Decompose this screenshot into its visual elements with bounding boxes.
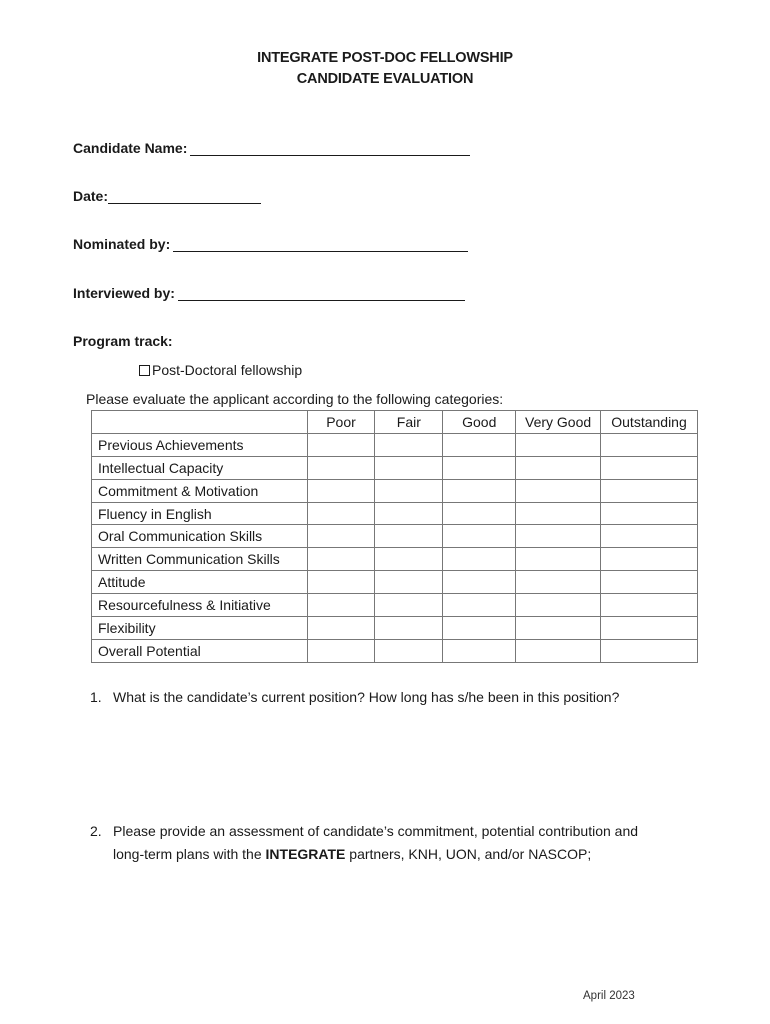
question-bold-term: INTEGRATE: [265, 846, 346, 862]
rating-cell[interactable]: [443, 594, 516, 617]
rating-cell[interactable]: [443, 525, 516, 548]
rating-cell[interactable]: [601, 617, 698, 640]
document-title: [0, 48, 770, 90]
interviewed-by-line[interactable]: [178, 288, 465, 301]
rating-cell[interactable]: [516, 479, 601, 502]
program-track-label: Program track:: [73, 333, 173, 349]
footer-date: April 2023: [583, 990, 635, 1002]
interviewed-by-field: [73, 285, 465, 301]
criterion-label: Flexibility: [92, 617, 308, 640]
criterion-label: Fluency in English: [92, 502, 308, 525]
rating-cell[interactable]: [443, 502, 516, 525]
rating-cell[interactable]: [601, 525, 698, 548]
question-text: [113, 820, 673, 866]
rating-cell[interactable]: [443, 433, 516, 456]
table-row: [92, 502, 698, 525]
rating-cell[interactable]: [307, 433, 375, 456]
table-row: [92, 433, 698, 456]
table-row: [92, 594, 698, 617]
rating-cell[interactable]: [516, 639, 601, 662]
candidate-name-line[interactable]: [190, 143, 470, 156]
rating-cell[interactable]: [601, 456, 698, 479]
rating-cell[interactable]: [307, 548, 375, 571]
column-header-outstanding: Outstanding: [601, 411, 698, 434]
program-track-field: [73, 333, 173, 349]
rating-cell[interactable]: [443, 639, 516, 662]
table-row: [92, 479, 698, 502]
rating-cell[interactable]: [443, 479, 516, 502]
criterion-label: Previous Achievements: [92, 433, 308, 456]
table-row: [92, 548, 698, 571]
question-number: 2.: [90, 823, 102, 839]
nominated-by-line[interactable]: [173, 239, 468, 252]
criterion-label: Attitude: [92, 571, 308, 594]
rating-cell[interactable]: [601, 479, 698, 502]
rating-cell[interactable]: [601, 433, 698, 456]
question-number: 1.: [90, 689, 102, 705]
table-row: [92, 456, 698, 479]
rating-cell[interactable]: [601, 502, 698, 525]
post-doctoral-label: Post-Doctoral fellowship: [152, 362, 303, 378]
rating-cell[interactable]: [516, 571, 601, 594]
nominated-by-field: [73, 236, 468, 252]
rating-cell[interactable]: [516, 433, 601, 456]
rating-cell[interactable]: [307, 525, 375, 548]
rating-cell[interactable]: [516, 525, 601, 548]
rating-cell[interactable]: [375, 479, 443, 502]
rating-cell[interactable]: [443, 548, 516, 571]
criterion-label: Commitment & Motivation: [92, 479, 308, 502]
table-row: [92, 639, 698, 662]
interviewed-by-label: Interviewed by:: [73, 285, 175, 301]
rating-cell[interactable]: [375, 571, 443, 594]
post-doctoral-checkbox[interactable]: [139, 365, 150, 376]
question-2: [90, 820, 673, 866]
candidate-name-field: [73, 140, 470, 156]
table-row: [92, 571, 698, 594]
rating-cell[interactable]: [375, 456, 443, 479]
evaluation-table: [91, 410, 698, 663]
table-header-row: [92, 411, 698, 434]
column-header-fair: Fair: [375, 411, 443, 434]
date-field: [73, 188, 261, 204]
rating-cell[interactable]: [307, 617, 375, 640]
table-row: [92, 617, 698, 640]
rating-cell[interactable]: [516, 456, 601, 479]
criterion-label: Overall Potential: [92, 639, 308, 662]
candidate-name-label: Candidate Name:: [73, 140, 188, 156]
rating-cell[interactable]: [375, 502, 443, 525]
rating-cell[interactable]: [443, 617, 516, 640]
question-1: [90, 686, 673, 709]
rating-cell[interactable]: [307, 456, 375, 479]
rating-cell[interactable]: [516, 502, 601, 525]
rating-cell[interactable]: [375, 639, 443, 662]
rating-cell[interactable]: [307, 479, 375, 502]
rating-cell[interactable]: [307, 502, 375, 525]
rating-cell[interactable]: [516, 548, 601, 571]
rating-cell[interactable]: [601, 548, 698, 571]
rating-cell[interactable]: [375, 617, 443, 640]
criterion-label: Resourcefulness & Initiative: [92, 594, 308, 617]
criterion-label: Oral Communication Skills: [92, 525, 308, 548]
rating-cell[interactable]: [375, 548, 443, 571]
rating-cell[interactable]: [516, 594, 601, 617]
criterion-label: Written Communication Skills: [92, 548, 308, 571]
criterion-label: Intellectual Capacity: [92, 456, 308, 479]
rating-cell[interactable]: [375, 525, 443, 548]
question-text: What is the candidate’s current position? How long has s/he been in this position?: [113, 689, 620, 705]
rating-cell[interactable]: [601, 594, 698, 617]
column-header-good: Good: [443, 411, 516, 434]
question-text-part: Please provide an assessment of candidate’s commitment, potential contribution and long-term plans with the: [113, 823, 639, 862]
rating-cell[interactable]: [443, 456, 516, 479]
date-line[interactable]: [108, 191, 261, 204]
rating-cell[interactable]: [375, 594, 443, 617]
evaluation-instruction: Please evaluate the applicant according to the following categories:: [86, 391, 504, 407]
table-row: [92, 525, 698, 548]
rating-cell[interactable]: [443, 571, 516, 594]
rating-cell[interactable]: [307, 571, 375, 594]
question-text-part: partners, KNH, UON, and/or NASCOP;: [345, 846, 592, 862]
rating-cell[interactable]: [601, 639, 698, 662]
criteria-header: [92, 411, 308, 434]
title-line-2: CANDIDATE EVALUATION: [296, 71, 474, 87]
rating-cell[interactable]: [375, 433, 443, 456]
column-header-very-good: Very Good: [516, 411, 601, 434]
rating-cell[interactable]: [601, 571, 698, 594]
rating-cell[interactable]: [307, 594, 375, 617]
post-doctoral-option[interactable]: [139, 362, 302, 378]
rating-cell[interactable]: [516, 617, 601, 640]
rating-cell[interactable]: [307, 639, 375, 662]
column-header-poor: Poor: [307, 411, 375, 434]
title-line-1: INTEGRATE POST-DOC FELLOWSHIP: [257, 50, 513, 66]
nominated-by-label: Nominated by:: [73, 236, 171, 252]
date-label: Date:: [73, 188, 109, 204]
